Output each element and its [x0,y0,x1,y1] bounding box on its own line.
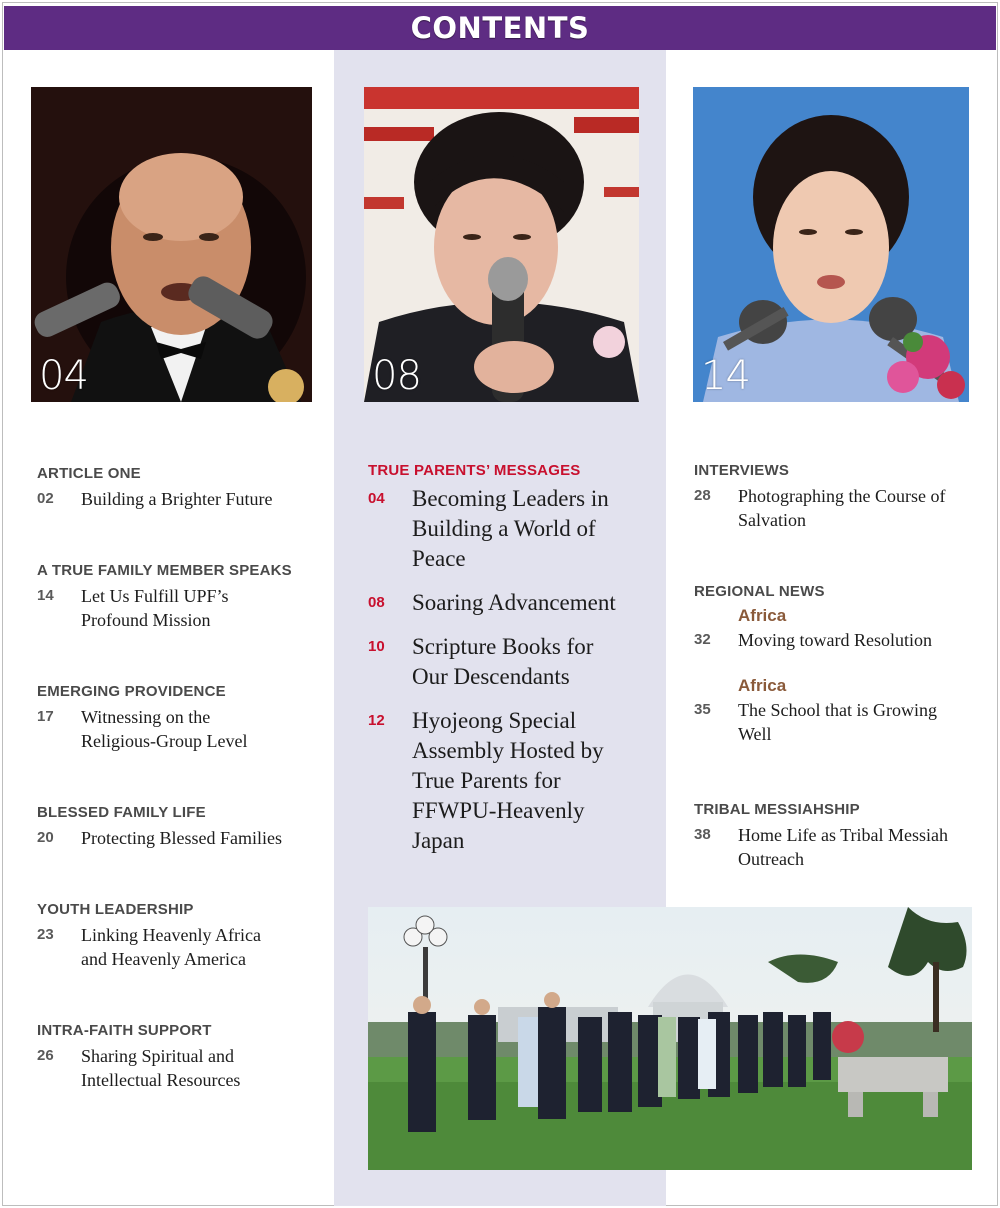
toc-section-interviews [694,462,984,532]
entry-page-number: 35 [694,701,711,718]
entry-page-number: 38 [694,826,711,843]
toc-entry[interactable] [368,484,658,574]
section-heading: YOUTH LEADERSHIP [37,901,194,918]
section-heading: REGIONAL NEWS [694,583,825,600]
toc-section-youth-leadership [37,901,327,971]
entry-title: Sharing Spiritual and Intellectual Resources [81,1046,241,1090]
entry-page-number: 04 [368,490,385,507]
region-label: Africa [738,676,787,695]
photo-page-number: 04 [39,353,88,399]
section-heading: TRUE PARENTS’ MESSAGES [368,462,581,479]
entry-page-number: 28 [694,487,711,504]
contents-banner [4,6,996,50]
toc-entry[interactable] [37,923,327,971]
toc-section-true-parents-messages [368,462,658,870]
toc-entry[interactable] [694,698,984,746]
entry-page-number: 14 [37,587,54,604]
section-heading: BLESSED FAMILY LIFE [37,804,206,821]
entry-title: Photographing the Course of Salvation [738,486,946,530]
toc-entry[interactable] [37,584,327,632]
toc-entry[interactable] [368,706,658,856]
photo-woman-podium [693,87,969,402]
entry-title: Building a Brighter Future [81,489,273,509]
region-label: Africa [738,606,787,625]
section-heading: INTRA-FAITH SUPPORT [37,1022,212,1039]
toc-section-blessed-family [37,804,327,850]
toc-entry[interactable] [368,632,658,692]
entry-title: Protecting Blessed Families [81,828,282,848]
section-heading: EMERGING PROVIDENCE [37,683,226,700]
toc-section-article-one [37,465,327,511]
photo-woman-microphone [364,87,639,402]
photo-page-number: 08 [372,353,421,399]
entry-title: Witnessing on the Religious-Group Level [81,707,248,751]
entry-page-number: 20 [37,829,54,846]
page-title: CONTENTS [410,11,590,45]
entry-title: Moving toward Resolution [738,630,932,650]
entry-page-number: 23 [37,926,54,943]
entry-title: Soaring Advancement [412,590,616,615]
section-heading: ARTICLE ONE [37,465,141,482]
photo-page-number: 14 [701,353,750,399]
section-heading: INTERVIEWS [694,462,790,479]
toc-entry[interactable] [37,705,327,753]
photo-group-ceremony [368,907,972,1170]
entry-page-number: 02 [37,490,54,507]
toc-entry[interactable] [694,484,984,532]
toc-section-intra-faith [37,1022,327,1092]
entry-page-number: 17 [37,708,54,725]
toc-entry[interactable] [694,823,984,871]
toc-entry[interactable] [37,1044,327,1092]
entry-title: Home Life as Tribal Messiah Outreach [738,825,948,869]
entry-page-number: 32 [694,631,711,648]
entry-title: Becoming Leaders in Building a World of Peace [412,486,609,571]
entry-title: Scripture Books for Our Descendants [412,634,594,689]
toc-entry[interactable] [37,487,327,511]
photo-man-speaking [31,87,312,402]
toc-section-true-family [37,562,327,632]
entry-title: The School that is Growing Well [738,700,937,744]
entry-title: Hyojeong Special Assembly Hosted by True Parents for FFWPU-Heavenly Japan [412,708,604,853]
entry-page-number: 12 [368,712,385,729]
toc-entry[interactable] [694,628,984,652]
toc-entry[interactable] [368,588,658,618]
section-heading: TRIBAL MESSIAHSHIP [694,801,860,818]
toc-section-tribal-messiahship [694,801,984,871]
toc-entry[interactable] [37,826,327,850]
toc-section-regional-news [694,583,984,746]
entry-title: Linking Heavenly Africa and Heavenly America [81,925,261,969]
section-heading: A TRUE FAMILY MEMBER SPEAKS [37,562,292,579]
entry-page-number: 08 [368,594,385,611]
entry-title: Let Us Fulfill UPF’s Profound Mission [81,586,229,630]
entry-page-number: 10 [368,638,385,655]
entry-page-number: 26 [37,1047,54,1064]
toc-section-emerging-providence [37,683,327,753]
